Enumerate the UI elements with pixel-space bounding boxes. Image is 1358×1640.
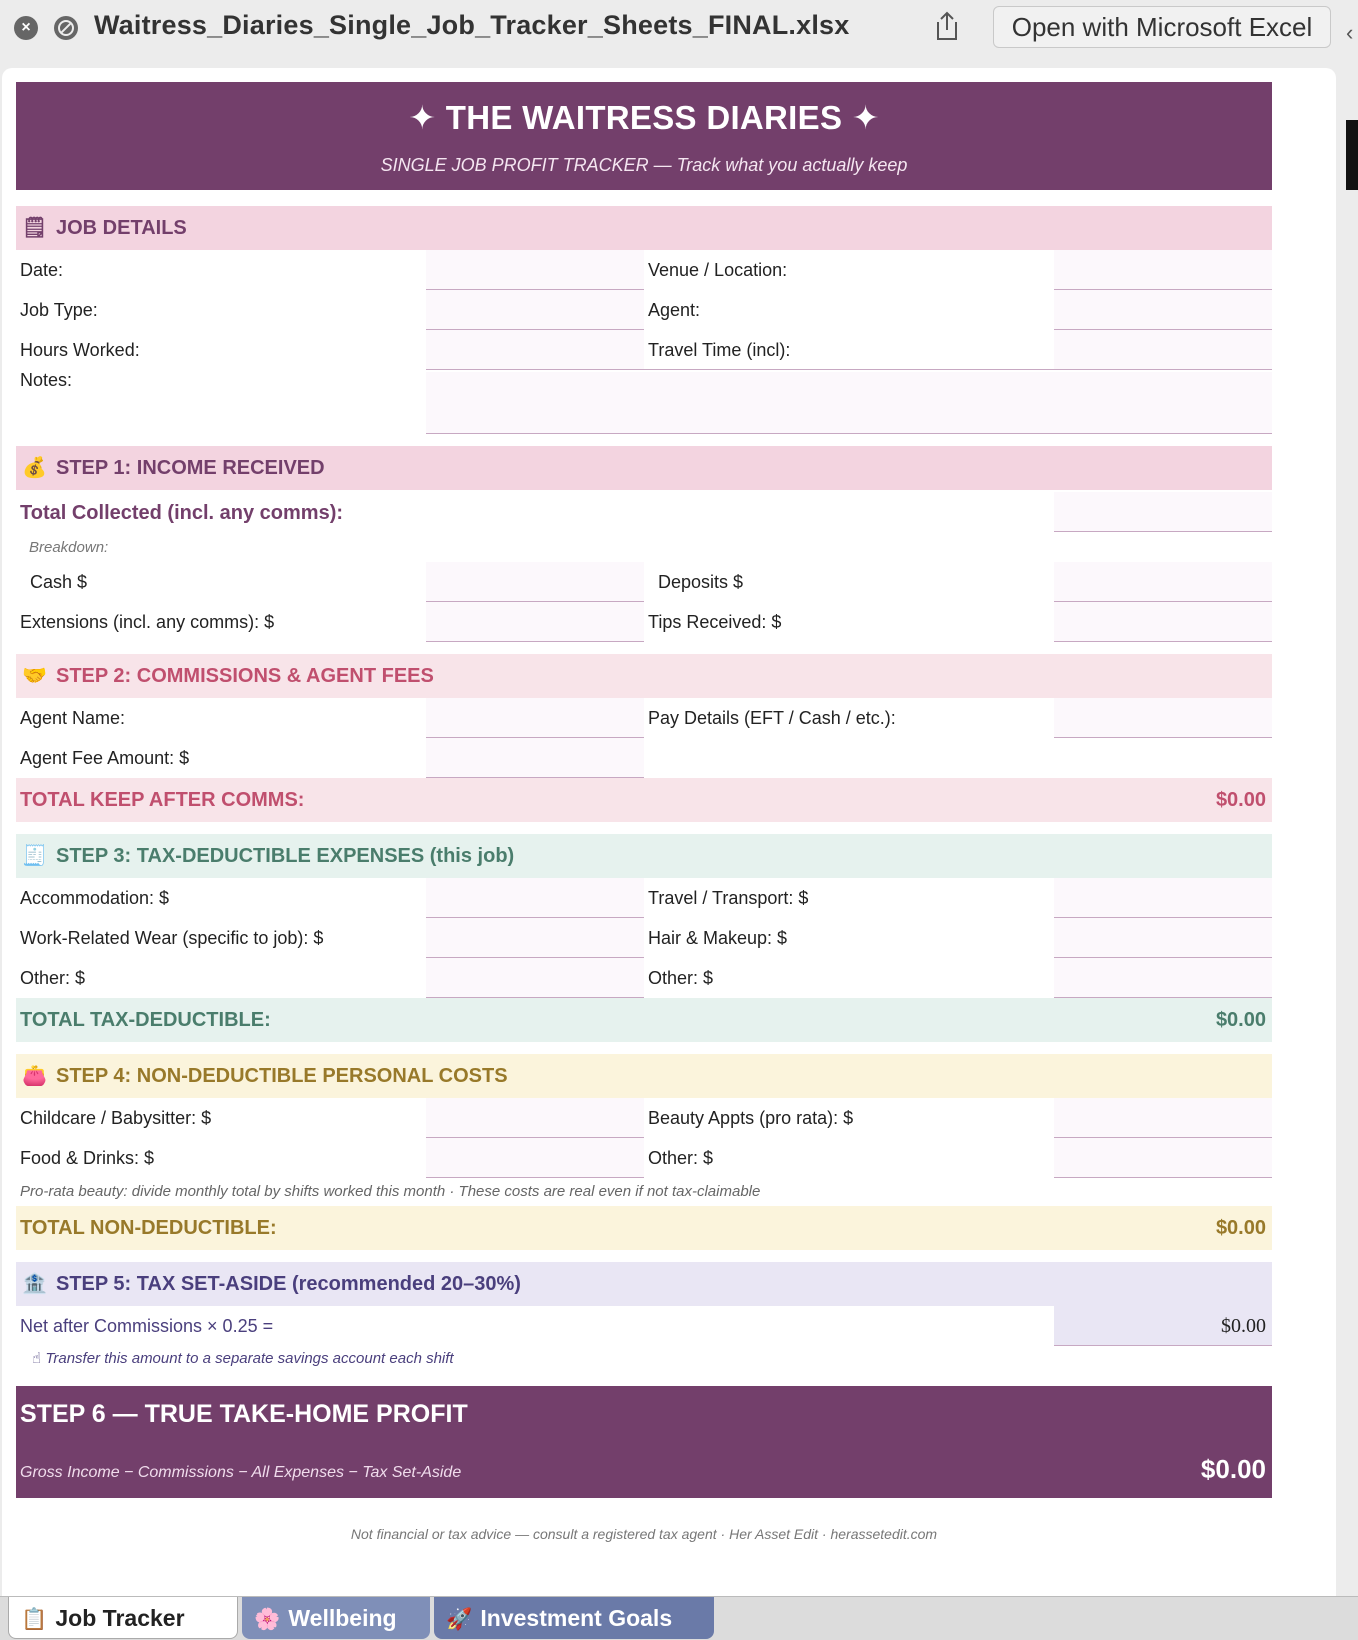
total-collected-label: Total Collected (incl. any comms): — [20, 502, 344, 524]
section-step3 — [16, 834, 1272, 878]
clipboard-icon: 📋 — [21, 1608, 48, 1631]
blossom-icon: 🌸 — [254, 1608, 281, 1631]
extensions-label: Extensions (incl. any comms): $ — [20, 612, 275, 632]
food-input[interactable] — [426, 1138, 644, 1178]
receipt-icon: 🧾 — [22, 845, 47, 867]
cash-label: Cash $ — [30, 572, 88, 592]
title-bar — [0, 0, 1358, 60]
tab-investment-goals[interactable] — [434, 1597, 714, 1639]
section-heading: STEP 2: COMMISSIONS & AGENT FEES — [56, 665, 434, 687]
section-step1 — [16, 446, 1272, 490]
beauty-label: Beauty Appts (pro rata): $ — [648, 1108, 854, 1128]
venue-label: Venue / Location: — [648, 260, 788, 280]
notes-input[interactable] — [426, 372, 1272, 434]
open-with-excel-button[interactable]: Open with Microsoft Excel — [993, 6, 1331, 48]
hours-label: Hours Worked: — [20, 340, 140, 360]
tab-wellbeing[interactable] — [242, 1597, 430, 1639]
total-keep-value: $0.00 — [1215, 789, 1266, 811]
handshake-icon: 🤝 — [22, 665, 47, 687]
tab-label: Job Tracker — [55, 1605, 185, 1631]
cash-input[interactable] — [426, 562, 644, 602]
total-keep-label: TOTAL KEEP AFTER COMMS: — [20, 789, 305, 811]
agent-fee-input[interactable] — [426, 738, 644, 778]
other-label: Other: $ — [648, 1148, 714, 1168]
total-non-deductible-value: $0.00 — [1215, 1217, 1266, 1239]
total-collected-input[interactable] — [1054, 492, 1272, 532]
transfer-note — [32, 1349, 454, 1367]
share-icon[interactable] — [934, 10, 960, 42]
hair-label: Hair & Makeup: $ — [648, 928, 788, 948]
tax-formula-label: Net after Commissions × 0.25 = — [20, 1316, 274, 1336]
section-step5 — [16, 1262, 1272, 1306]
section-heading: JOB DETAILS — [56, 217, 187, 239]
tips-label: Tips Received: $ — [648, 612, 782, 632]
notes-label: Notes: — [20, 370, 73, 390]
rocket-icon: 🚀 — [446, 1608, 473, 1631]
pay-details-label: Pay Details (EFT / Cash / etc.): — [648, 708, 896, 728]
sheet-tabs — [0, 1596, 1358, 1640]
food-label: Food & Drinks: $ — [20, 1148, 155, 1168]
notepad-icon: 🗒 — [22, 217, 48, 239]
date-input[interactable] — [426, 250, 644, 290]
job-type-input[interactable] — [426, 290, 644, 330]
wear-input[interactable] — [426, 918, 644, 958]
other2-label: Other: $ — [648, 968, 714, 988]
bank-icon: 🏦 — [22, 1273, 47, 1295]
transfer-note-text: Transfer this amount to a separate savings account each shift — [45, 1350, 454, 1367]
section-heading: STEP 5: TAX SET-ASIDE (recommended 20–30%) — [56, 1273, 521, 1295]
travel-time-input[interactable] — [1054, 330, 1272, 370]
section-heading: STEP 1: INCOME RECEIVED — [56, 457, 325, 479]
deposits-input[interactable] — [1054, 562, 1272, 602]
childcare-label: Childcare / Babysitter: $ — [20, 1108, 212, 1128]
hand-icon: ☝ — [32, 1350, 42, 1367]
section-job-details — [16, 206, 1272, 250]
other1-label: Other: $ — [20, 968, 86, 988]
section-heading: STEP 3: TAX-DEDUCTIBLE EXPENSES (this job) — [56, 845, 515, 867]
hair-input[interactable] — [1054, 918, 1272, 958]
date-label: Date: — [20, 260, 64, 280]
accommodation-input[interactable] — [426, 878, 644, 918]
other-input[interactable] — [1054, 1138, 1272, 1178]
childcare-input[interactable] — [426, 1098, 644, 1138]
travel-input[interactable] — [1054, 878, 1272, 918]
pro-rata-note: Pro-rata beauty: divide monthly total by shifts worked this month · These costs are real even if not tax-claimable — [20, 1183, 761, 1200]
total-tax-deductible-label: TOTAL TAX-DEDUCTIBLE: — [20, 1009, 271, 1031]
tab-label: Wellbeing — [288, 1605, 397, 1631]
section-step2 — [16, 654, 1272, 698]
tips-input[interactable] — [1054, 602, 1272, 642]
chevron-left-icon: ‹ — [1346, 20, 1354, 45]
total-non-deductible-row — [16, 1206, 1272, 1250]
window-edge — [1346, 120, 1358, 190]
sheet-title: ✦ THE WAITRESS DIARIES ✦ — [408, 99, 880, 136]
sheet-subtitle: SINGLE JOB PROFIT TRACKER — Track what you actually keep — [380, 155, 908, 175]
block-icon[interactable] — [54, 16, 78, 40]
purse-icon: 👛 — [22, 1065, 47, 1087]
deposits-label: Deposits $ — [658, 572, 744, 592]
pay-details-input[interactable] — [1054, 698, 1272, 738]
money-bag-icon: 💰 — [22, 457, 47, 479]
hours-input[interactable] — [426, 330, 644, 370]
agent-fee-label: Agent Fee Amount: $ — [20, 748, 190, 768]
extensions-input[interactable] — [426, 602, 644, 642]
tab-label: Investment Goals — [480, 1605, 673, 1631]
close-icon[interactable]: × — [14, 16, 38, 40]
beauty-input[interactable] — [1054, 1098, 1272, 1138]
breakdown-label: Breakdown: — [29, 539, 109, 556]
sheet-header — [16, 82, 1272, 190]
agent-name-input[interactable] — [426, 698, 644, 738]
row-divider — [644, 369, 1054, 370]
accommodation-label: Accommodation: $ — [20, 888, 170, 908]
job-type-label: Job Type: — [20, 300, 98, 320]
take-home-formula: Gross Income − Commissions − All Expenses − Tax Set-Aside — [20, 1464, 462, 1481]
agent-label: Agent: — [648, 300, 701, 320]
venue-input[interactable] — [1054, 250, 1272, 290]
wear-label: Work-Related Wear (specific to job): $ — [20, 928, 324, 948]
footer-disclaimer: Not financial or tax advice — consult a registered tax agent · Her Asset Edit · herassetedit.com — [350, 1526, 938, 1542]
section-step4 — [16, 1054, 1272, 1098]
total-non-deductible-label: TOTAL NON-DEDUCTIBLE: — [20, 1217, 277, 1239]
other2-input[interactable] — [1054, 958, 1272, 998]
take-home-value: $0.00 — [1200, 1454, 1266, 1484]
travel-time-label: Travel Time (incl): — [648, 340, 791, 360]
travel-label: Travel / Transport: $ — [648, 888, 809, 908]
total-tax-deductible-value: $0.00 — [1215, 1009, 1266, 1031]
agent-input[interactable] — [1054, 290, 1272, 330]
section-heading: STEP 4: NON-DEDUCTIBLE PERSONAL COSTS — [56, 1065, 508, 1087]
agent-name-label: Agent Name: — [20, 708, 126, 728]
tax-set-aside-value: $0.00 — [1054, 1306, 1272, 1346]
take-home-title: STEP 6 — TRUE TAKE-HOME PROFIT — [20, 1400, 468, 1428]
total-keep-row — [16, 778, 1272, 822]
other1-input[interactable] — [426, 958, 644, 998]
file-title: Waitress_Diaries_Single_Job_Tracker_Sheets_FINAL.xlsx — [94, 10, 850, 40]
tab-job-tracker[interactable] — [8, 1597, 238, 1639]
total-tax-deductible-row — [16, 998, 1272, 1042]
take-home-profit-block — [16, 1386, 1272, 1498]
